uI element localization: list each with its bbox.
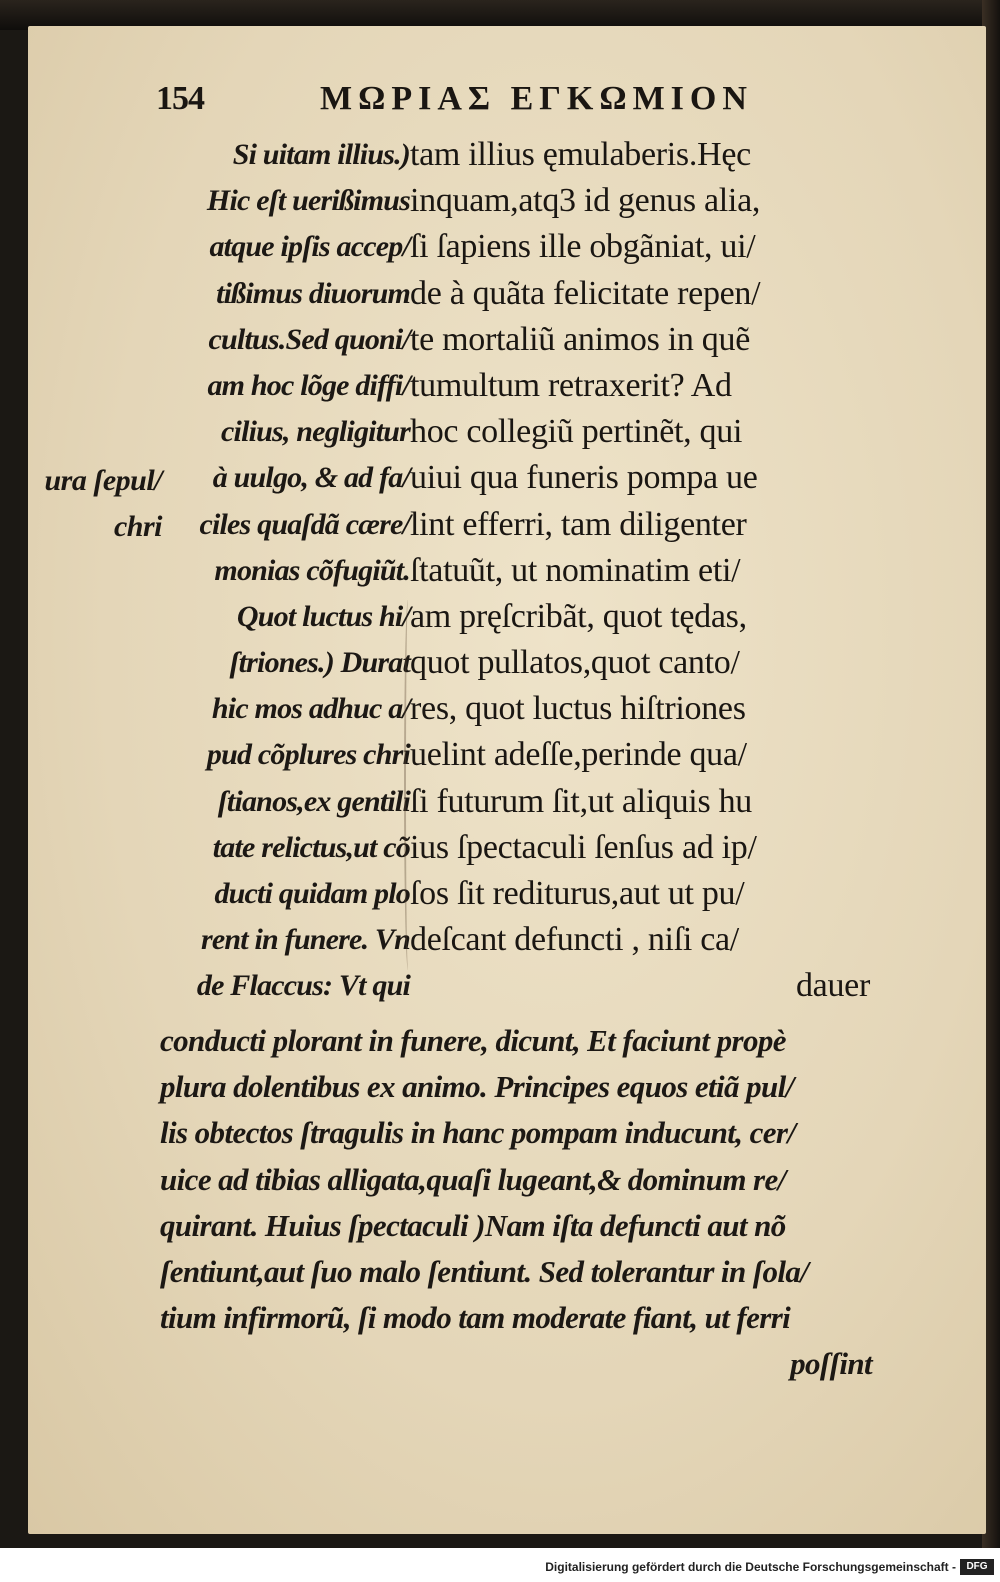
catchword: dauer	[795, 967, 870, 1005]
main-text-line: hoc collegiũ pertinẽt, qui	[410, 413, 743, 451]
gloss-line: pud cõplures chri	[206, 738, 410, 772]
gloss-line: de Flaccus: Vt qui	[196, 969, 410, 1003]
gloss-line: am hoc lõge diffi/	[207, 368, 410, 402]
bottom-gloss-line: tium infirmorũ, ſi modo tam moderate fiant, ut ferri	[160, 1300, 791, 1336]
gloss-line: Quot luctus hi/	[236, 599, 410, 633]
gloss-line: tate relictus,ut cõ	[212, 830, 410, 864]
main-text-line: ſos ſit rediturus,aut ut pu/	[410, 875, 745, 912]
main-text-line: ius ſpectaculi ſenſus ad ip/	[410, 828, 757, 866]
main-text-line: ſtatuũt, ut nominatim eti/	[410, 551, 741, 589]
outer-note-line: chri	[113, 510, 162, 544]
outer-margin-note	[22, 458, 162, 550]
main-text-line: am pręſcribãt, quot tędas,	[410, 597, 747, 635]
main-text-line: lint efferri, tam diligenter	[410, 505, 747, 543]
marginal-gloss-column	[160, 132, 410, 1010]
gloss-line: ducti quidam plo	[214, 877, 410, 910]
main-text-line: te mortaliũ animos in quẽ	[410, 320, 750, 358]
header-title: ΜΩΡΙΑΣ ΕΓΚΩΜΙΟΝ	[320, 80, 753, 117]
bottom-gloss-line: lis obtectos ſtragulis in hanc pompam inducunt, cer/	[160, 1115, 796, 1151]
main-text-line: de à quãta felicitate repen/	[410, 274, 761, 312]
gloss-line: monias cõfugiũt.	[214, 553, 410, 587]
dfg-logo: DFG	[960, 1559, 994, 1575]
catchword: poſſint	[790, 1346, 872, 1382]
main-text-line: quot pullatos,quot canto/	[410, 644, 740, 682]
gloss-line: Hic eſt uerißimus	[206, 184, 410, 218]
page-number: 154	[156, 80, 204, 117]
main-text-line: tumultum retraxerit? Ad	[410, 366, 732, 404]
gloss-line: cilius, negligitur	[221, 415, 410, 449]
funding-credit: Digitalisierung gefördert durch die Deutsche Forschungsgemeinschaft -	[545, 1560, 956, 1574]
bottom-gloss-line: uice ad tibias alligata,quaſi lugeant,& dominum re/	[160, 1161, 786, 1197]
bottom-gloss-line: conducti plorant in funere, dicunt, Et faciunt propè	[160, 1023, 786, 1058]
gloss-line: ſtianos,ex gentili	[217, 784, 410, 818]
main-text-line: inquam,atq3 id genus alia,	[410, 182, 761, 220]
outer-note-line: ura ſepul/	[44, 464, 162, 497]
footer-bar	[0, 1548, 1000, 1582]
gloss-line: ciles quaſdã cære/	[199, 507, 410, 541]
main-text-line: res, quot luctus hiſtriones	[410, 690, 746, 728]
bottom-gloss-line: plura dolentibus ex animo. Principes equos etiã pul/	[160, 1069, 794, 1105]
gloss-line: cultus.Sed quoni/	[208, 322, 410, 356]
gloss-line: hic mos adhuc a/	[211, 692, 410, 726]
gloss-line: atque ipſis accep/	[209, 230, 410, 264]
bottom-gloss-block	[160, 1018, 872, 1388]
gloss-line: Si uitam illius.)	[232, 138, 410, 171]
main-text-column	[410, 132, 870, 1010]
running-head	[150, 58, 950, 118]
bottom-gloss-line: ſentiunt,aut ſuo malo ſentiunt. Sed tolerantur in ſola/	[160, 1253, 809, 1289]
main-text-line: ſi ſapiens ille obgãniat, ui/	[410, 228, 756, 266]
gloss-line: à uulgo, & ad fa/	[212, 461, 410, 495]
gloss-line: rent in funere. Vn	[201, 923, 410, 957]
gloss-line: tißimus diuorum	[216, 276, 410, 310]
main-text-line: tam illius ęmulaberis.Hęc	[410, 136, 751, 173]
main-text-line: ſi futurum ſit,ut aliquis hu	[410, 782, 752, 820]
main-text-line: deſcant defuncti , niſi ca/	[410, 921, 739, 959]
main-text-line: uelint adeſſe,perinde qua/	[410, 736, 747, 774]
main-text-line: uiui qua funeris pompa ue	[410, 459, 758, 497]
bottom-gloss-line: quirant. Huius ſpectaculi )Nam iſta defuncti aut nõ	[160, 1207, 786, 1243]
gloss-line: ſtriones.) Durat	[229, 646, 410, 680]
